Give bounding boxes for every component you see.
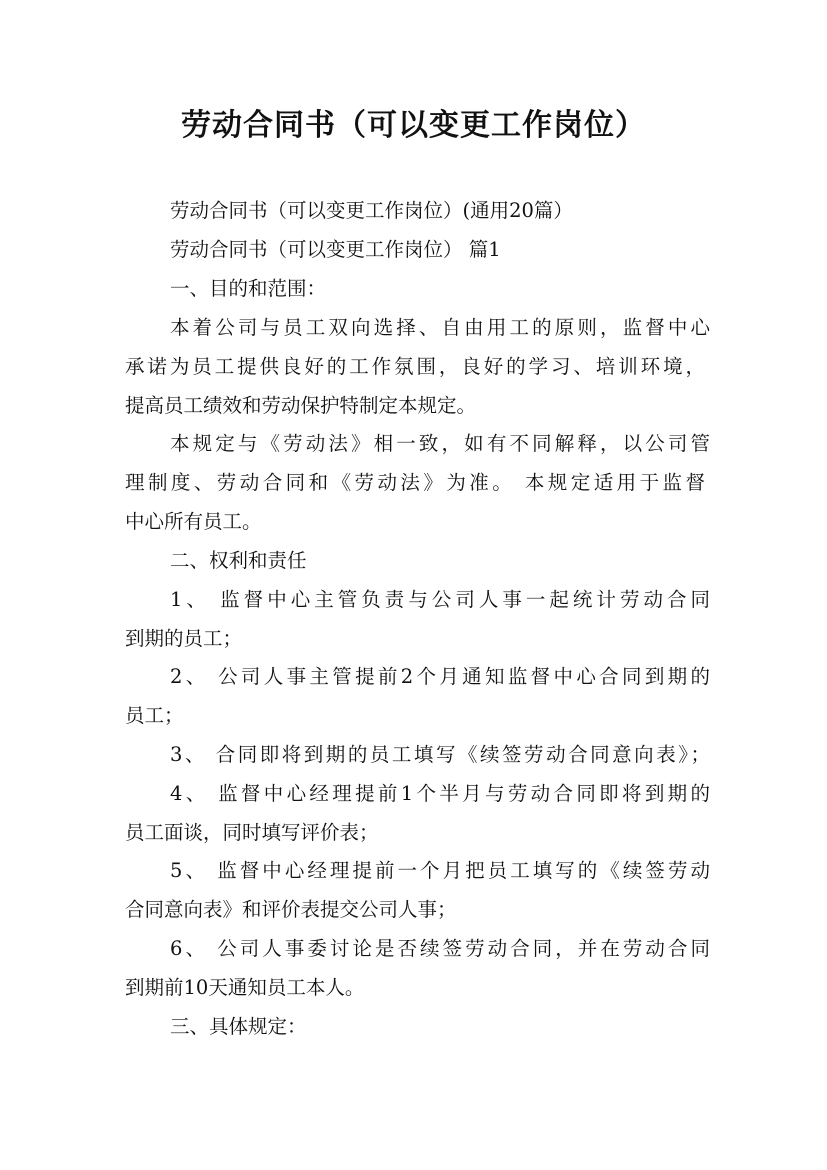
paragraph-line: 理制度、劳动合同和《劳动法》为准。 本规定适用于监督 — [125, 471, 705, 494]
subtitle-line: 劳动合同书（可以变更工作岗位）(通用20篇） — [170, 199, 573, 222]
paragraph-line: 本规定与《劳动法》相一致，如有不同解释，以公司管 — [170, 432, 710, 455]
list-item-line: 3、 合同即将到期的员工填写《续签劳动合同意向表》； — [170, 743, 710, 766]
list-item-line: 到期的员工； — [125, 627, 243, 650]
section-heading: 三、具体规定： — [170, 1015, 307, 1038]
paragraph-line: 本着公司与员工双向选择、自由用工的原则，监督中心 — [170, 316, 710, 339]
list-item-line: 员工面谈，同时填写评价表； — [125, 821, 379, 844]
list-item-line: 到期前10天通知员工本人。 — [125, 976, 365, 999]
paragraph-line: 提高员工绩效和劳动保护特制定本规定。 — [125, 394, 477, 417]
paragraph-line: 中心所有员工。 — [125, 510, 262, 533]
list-item-line: 5、 监督中心经理提前一个月把员工填写的《续签劳动 — [170, 859, 710, 882]
list-item-line: 合同意向表》和评价表提交公司人事； — [125, 898, 457, 921]
list-item-line: 员工； — [125, 704, 184, 727]
section-heading: 二、权利和责任 — [170, 549, 307, 572]
list-item-line: 6、 公司人事委讨论是否续签劳动合同，并在劳动合同 — [170, 937, 710, 960]
list-item-line: 2、 公司人事主管提前2个月通知监督中心合同到期的 — [170, 665, 710, 688]
paragraph-line: 承诺为员工提供良好的工作氛围，良好的学习、培训环境， — [125, 355, 705, 378]
list-item-line: 1、 监督中心主管负责与公司人事一起统计劳动合同 — [170, 588, 710, 611]
section-heading-line: 劳动合同书（可以变更工作岗位） 篇1 — [170, 238, 501, 261]
section-heading: 一、目的和范围： — [170, 277, 327, 300]
list-item-line: 4、 监督中心经理提前1个半月与劳动合同即将到期的 — [170, 782, 710, 805]
document-title: 劳动合同书（可以变更工作岗位） — [181, 108, 646, 143]
